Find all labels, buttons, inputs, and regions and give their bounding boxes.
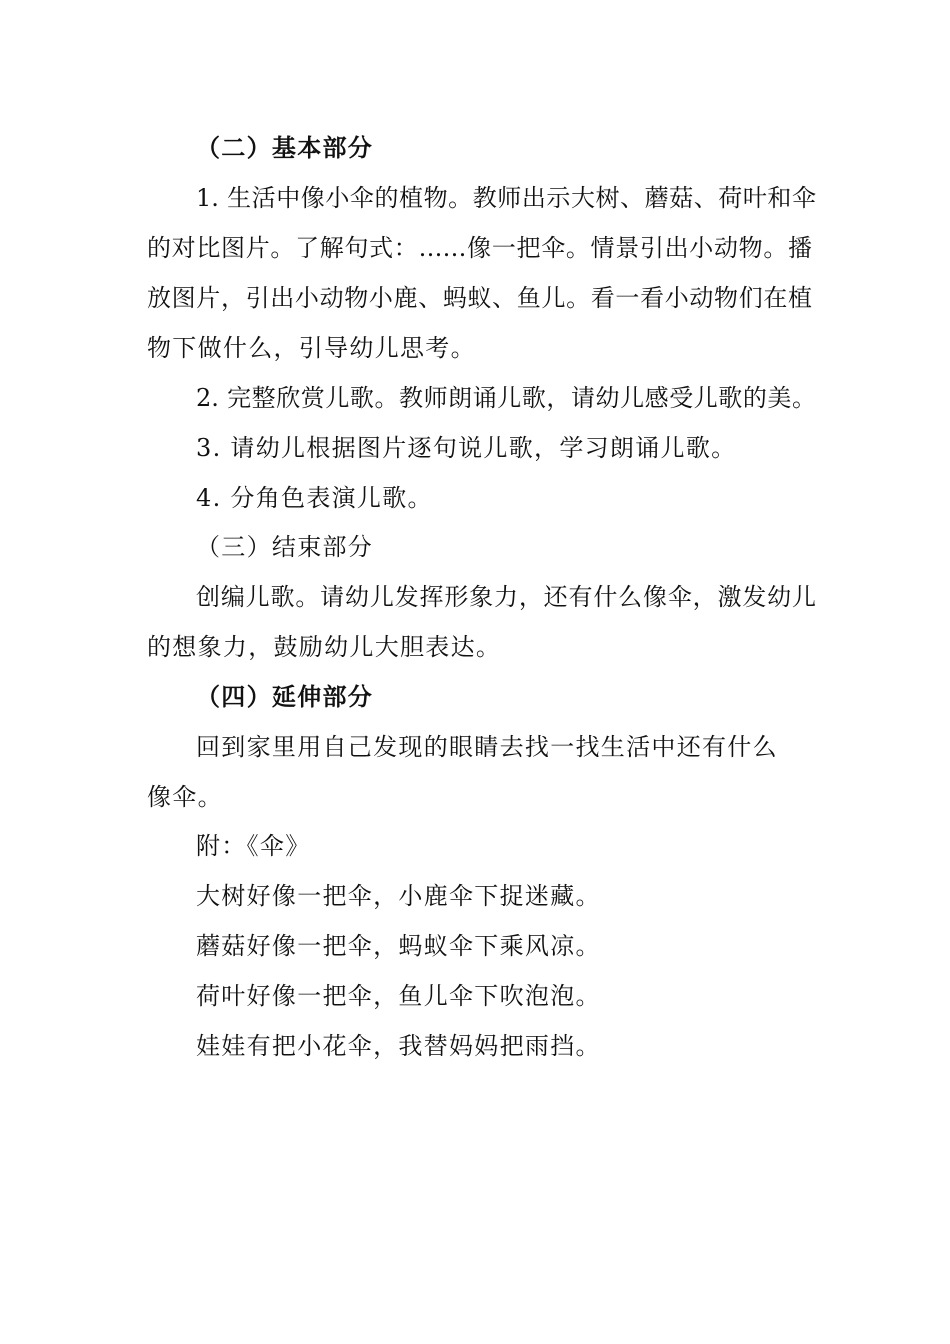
paragraph-line: 物下做什么，引导幼儿思考。 (147, 334, 476, 362)
section-heading-basic: （二）基本部分 (196, 133, 374, 162)
poem-line: 娃娃有把小花伞，我替妈妈把雨挡。 (196, 1032, 601, 1060)
poem-line: 蘑菇好像一把伞，蚂蚁伞下乘风凉。 (196, 932, 601, 960)
paragraph-line: 创编儿歌。请幼儿发挥形象力，还有什么像伞，激发幼儿 (196, 583, 816, 611)
paragraph-line: 放图片，引出小动物小鹿、蚂蚁、鱼儿。看一看小动物们在植 (147, 284, 812, 312)
appendix-label: 附：《伞》 (196, 832, 311, 860)
section-heading-closing: （三）结束部分 (196, 533, 374, 561)
poem-line: 荷叶好像一把伞，鱼儿伞下吹泡泡。 (196, 982, 601, 1010)
list-item-4: 4. 分角色表演儿歌。 (196, 484, 433, 512)
paragraph-line: 的想象力，鼓励幼儿大胆表达。 (147, 633, 502, 661)
paragraph-line: 像伞。 (147, 783, 223, 811)
section-heading-extension: （四）延伸部分 (196, 682, 374, 711)
poem-line: 大树好像一把伞，小鹿伞下捉迷藏。 (196, 882, 601, 910)
paragraph-line: 回到家里用自己发现的眼睛去找一找生活中还有什么 (196, 733, 778, 761)
paragraph-line: 的对比图片。了解句式：……像一把伞。情景引出小动物。播 (147, 234, 812, 262)
paragraph-line: 1. 生活中像小伞的植物。教师出示大树、蘑菇、荷叶和伞 (196, 184, 816, 212)
list-item-2: 2. 完整欣赏儿歌。教师朗诵儿歌，请幼儿感受儿歌的美。 (196, 384, 816, 412)
list-item-3: 3. 请幼儿根据图片逐句说儿歌，学习朗诵儿歌。 (196, 434, 737, 462)
